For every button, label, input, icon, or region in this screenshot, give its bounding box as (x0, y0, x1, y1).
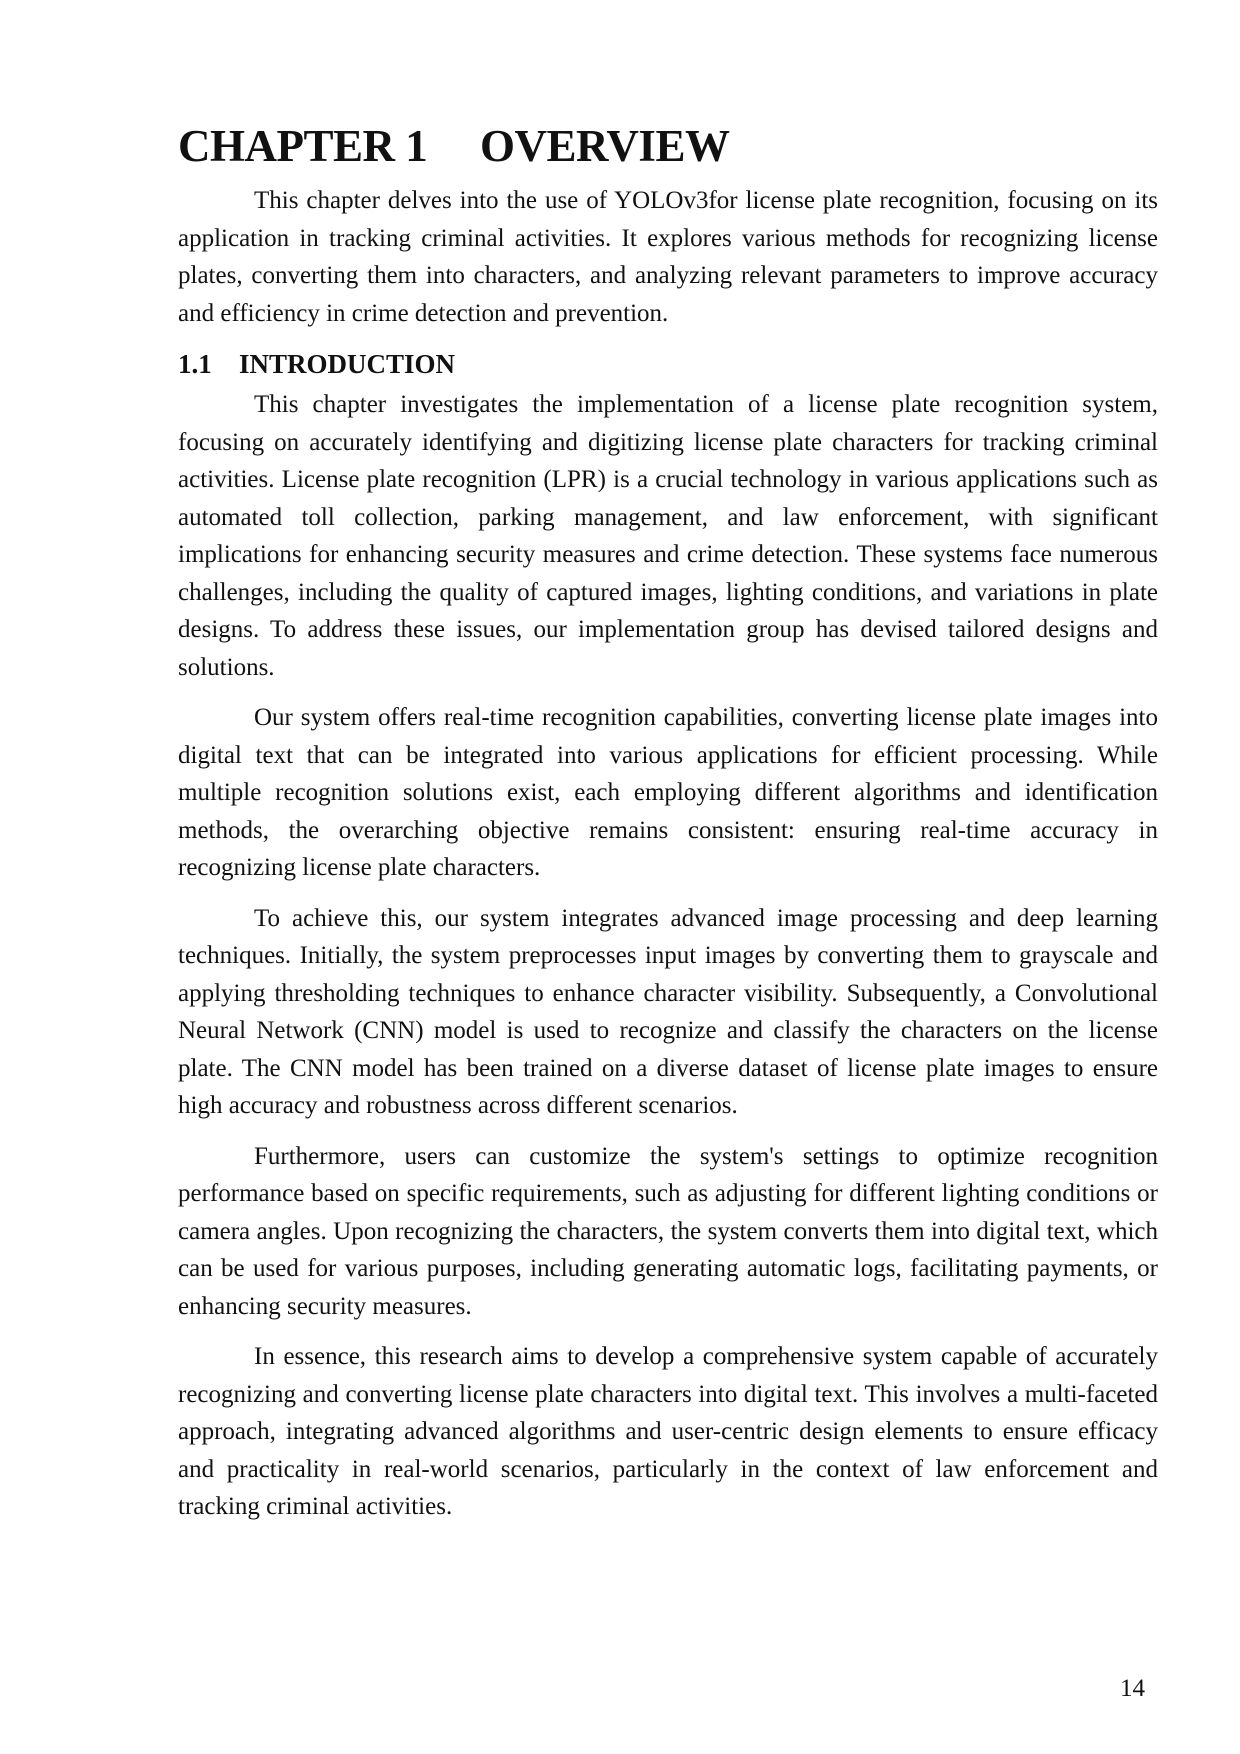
section-title: INTRODUCTION (239, 349, 456, 379)
section-paragraph-4: Furthermore, users can customize the system's settings to optimize recognition performance based on specific requirements, such as adjusting for different lighting conditions or camera angles. Upon recognizing the characters, the system converts them into digital text, which can be used for various purposes, including generating automatic logs, facilitating payments, or enhancing security measures. (178, 1142, 1158, 1320)
chapter-title (178, 118, 1158, 174)
section-number: 1.1 (178, 349, 212, 379)
document-page (178, 118, 1158, 1526)
section-paragraph-3: To achieve this, our system integrates advanced image processing and deep learning techniques. Initially, the system preprocesses input images by converting them to grayscale and applying thresholding techniques to enhance character visibility. Subsequently, a Convolutional Neural Network (CNN) model is used to recognize and classify the characters on the license plate. The CNN model has been trained on a diverse dataset of license plate images to ensure high accuracy and robustness across different scenarios. (178, 904, 1158, 1119)
chapter-intro-paragraph: This chapter delves into the use of YOLOv3for license plate recognition, focusing on its application in tracking criminal activities. It explores various methods for recognizing license plates, converting them into characters, and analyzing relevant parameters to improve accuracy and efficiency in crime detection and prevention. (178, 187, 1158, 327)
section-paragraph-1: This chapter investigates the implementation of a license plate recognition system, focusing on accurately identifying and digitizing license plate characters for tracking criminal activities. License plate recognition (LPR) is a crucial technology in various applications such as automated toll collection, parking management, and law enforcement, with significant implications for enhancing security measures and crime detection. These systems face numerous challenges, including the quality of captured images, lighting conditions, and variations in plate designs. To address these issues, our implementation group has devised tailored designs and solutions. (178, 391, 1158, 681)
section-paragraph-2: Our system offers real-time recognition capabilities, converting license plate images into digital text that can be integrated into various applications for efficient processing. While multiple recognition solutions exist, each employing different algorithms and identification methods, the overarching objective remains consistent: ensuring real-time accuracy in recognizing license plate characters. (178, 704, 1158, 881)
section-heading (178, 346, 1158, 382)
chapter-name: OVERVIEW (480, 121, 730, 171)
page-number: 14 (1120, 1675, 1145, 1702)
section-paragraph-5: In essence, this research aims to develop a comprehensive system capable of accurately recognizing and converting license plate characters into digital text. This involves a multi-faceted approach, integrating advanced algorithms and user-centric design elements to ensure efficacy and practicality in real-world scenarios, particularly in the context of law enforcement and tracking criminal activities. (178, 1343, 1158, 1520)
chapter-number: CHAPTER 1 (178, 121, 428, 171)
